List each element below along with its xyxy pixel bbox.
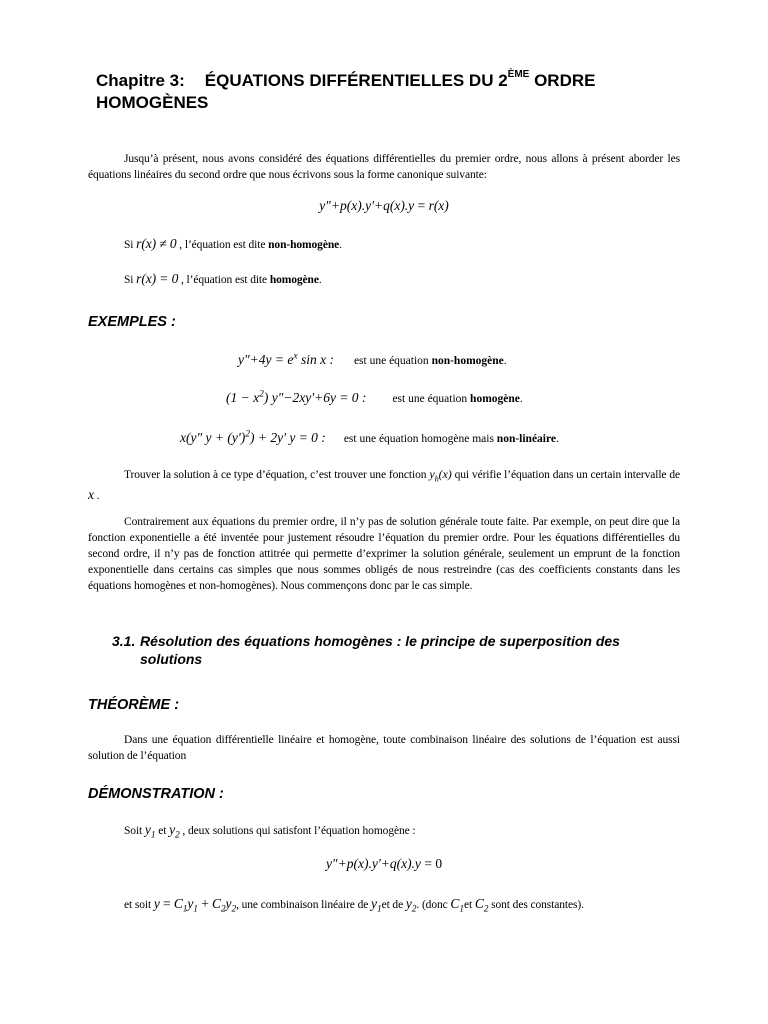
- ex1-math: [238, 352, 334, 367]
- ex3-bold: non-linéaire: [496, 433, 557, 445]
- combo-text-e: et: [463, 899, 475, 911]
- combo-C2-sub: 2: [220, 904, 226, 915]
- ex2-note: [392, 393, 522, 405]
- section-31-line1: Résolution des équations homogènes : le principe de superposition des: [140, 633, 620, 649]
- section-31-title: [140, 632, 620, 668]
- ex2-text: est une équation: [392, 393, 471, 405]
- eqh-term-p: +p(x).y': [337, 856, 381, 871]
- combo-y: y: [153, 896, 160, 911]
- cond1-math: r(x) ≠ 0: [136, 236, 177, 251]
- combo-formula: [153, 896, 237, 915]
- ex3-math-b: ) + 2y' y = 0 :: [249, 430, 326, 445]
- solution-text-c: .: [93, 490, 100, 502]
- combo-C2-ref: [474, 896, 489, 915]
- cond2-end: .: [318, 274, 322, 286]
- section-31-line2: solutions: [140, 651, 203, 667]
- combo-C1-ref-symbol: C: [450, 896, 460, 911]
- cond2-bold: homogène: [269, 274, 319, 286]
- combo-eq: =: [159, 896, 174, 911]
- combo-C2-ref-sub: 2: [483, 904, 489, 915]
- ex3-note: [344, 433, 559, 445]
- y1-sub: 1: [150, 830, 156, 841]
- ex3-end: .: [556, 433, 559, 445]
- ex1-text: est une équation: [353, 355, 432, 367]
- y1-math: [144, 822, 156, 841]
- ex1-math-b: sin x :: [297, 352, 334, 367]
- ex3-math: [180, 430, 326, 445]
- combo-y1-ref-symbol: y: [371, 896, 377, 911]
- solution-paragraph: [88, 465, 680, 506]
- eqh-term-q: +q(x).y: [380, 856, 421, 871]
- ex3-math-sup: 2: [245, 429, 250, 440]
- demo-rest: , deux solutions qui satisfont l’équation homogène :: [179, 825, 416, 837]
- combo-text-a: et soit: [124, 899, 154, 911]
- eq-equals: =: [414, 198, 429, 213]
- ex2-end: .: [519, 393, 523, 405]
- combo-plus: +: [197, 896, 212, 911]
- combo-C2-ref-symbol: C: [474, 896, 484, 911]
- yh-symbol: y: [429, 467, 435, 481]
- ex3-text: est une équation homogène mais: [343, 433, 497, 445]
- ex2-math-b: ) y"−2xy'+6y = 0 :: [263, 390, 367, 405]
- cond2-text: , l’équation est dite: [178, 274, 270, 286]
- eq-term-r: r(x): [428, 198, 449, 213]
- eq-term-p: +p(x).y': [330, 198, 374, 213]
- y2-symbol: y: [169, 822, 176, 837]
- combo-C2: C: [212, 896, 221, 911]
- x-math: x: [88, 487, 94, 502]
- cond1-end: .: [339, 239, 342, 251]
- demonstration-heading: DÉMONSTRATION :: [88, 786, 224, 802]
- ex1-bold: non-homogène: [431, 355, 504, 367]
- yh-sub: h: [434, 474, 439, 484]
- chapter-prefix: Chapitre 3:: [96, 71, 185, 90]
- demo-et: et: [158, 825, 170, 837]
- y2-sub: 2: [175, 830, 180, 841]
- eq-term-q: +q(x).y: [373, 198, 415, 213]
- combo-y1-ref-sub: 1: [376, 904, 382, 915]
- theorem-text: Dans une équation différentielle linéaire et homogène, toute combinaison linéaire des solutions de l’équation est aussi solution de l’équation: [88, 734, 680, 762]
- equation-canonical: [0, 198, 768, 214]
- chapter-title-line2: HOMOGÈNES: [96, 93, 209, 112]
- ex2-math: [226, 390, 366, 405]
- ex3-math-a: x(y" y + (y'): [180, 430, 246, 445]
- examples-heading: EXEMPLES :: [88, 314, 176, 330]
- demonstration-line: [124, 822, 684, 839]
- chapter-title-sup: ÈME: [507, 69, 530, 80]
- combo-C1-sub: 1: [182, 904, 188, 915]
- ex1-math-sup: x: [293, 351, 298, 362]
- solution-text-b: qui vérifie l’équation dans un certain intervalle de: [451, 469, 681, 481]
- cond1-bold: non-homogène: [268, 239, 340, 251]
- chapter-title: [96, 70, 696, 114]
- combo-y1-sub: 1: [193, 904, 198, 915]
- eqh-equals: =: [420, 856, 436, 871]
- eqh-term-ypp: y": [325, 856, 338, 871]
- combo-y1-ref: [371, 896, 382, 915]
- ex1-math-a: y"+4y = e: [238, 352, 294, 367]
- eq-term-ypp: y": [319, 198, 331, 213]
- example-2: [226, 389, 686, 407]
- combo-C1-ref-sub: 1: [459, 904, 464, 915]
- combo-y2-sub: 2: [231, 904, 237, 915]
- yh-arg: (x): [438, 467, 452, 481]
- combo-C1: C: [173, 896, 183, 911]
- combo-y2-ref-sub: 2: [411, 904, 417, 915]
- cond1-si: Si: [124, 239, 137, 251]
- cond1-text: , l’équation est dite: [176, 239, 269, 251]
- combo-y2-ref-symbol: y: [405, 896, 412, 911]
- chapter-title-part1: ÉQUATIONS DIFFÉRENTIELLES DU 2: [204, 71, 508, 90]
- intro-paragraph: Jusqu’à présent, nous avons considéré des équations différentielles du premier ordre, nous allons à présent aborder les équations linéaires du second ordre que nous écrivons sous la forme canonique suivante:: [88, 153, 680, 181]
- combo-text-c: et de: [381, 899, 406, 911]
- chapter-title-part2: ORDRE: [529, 71, 596, 90]
- ex1-note: [354, 355, 507, 367]
- contrary-paragraph: Contrairement aux équations du premier ordre, il n’y pas de solution générale toute faite. Par exemple, on peut dire que la fonction exponentielle a été inventée pour justement résoudre l’équation du premier ordre. Pour les équations différentielles du second ordre, il n’y pas de fonction attitrée qui permette d’exprimer la solution générale, seulement un emprunt de la fonction exponentielle dans certains cas simples que nous sommes obligés de nous restreindre (cas des coefficients constants dans les équations homogènes et non-homogènes). Nous commençons donc par le cas simple.: [88, 516, 680, 592]
- combo-text-b: , une combinaison linéaire de: [236, 899, 372, 911]
- combination-line: [124, 896, 694, 913]
- combo-y1: y: [187, 896, 194, 911]
- ex1-end: .: [503, 355, 507, 367]
- combo-C1-ref: [450, 896, 464, 915]
- cond2-si: Si: [124, 274, 137, 286]
- example-1: [238, 351, 678, 369]
- combo-text-d: . (donc: [416, 899, 451, 911]
- combo-y2: y: [225, 896, 232, 911]
- yh-math: [429, 467, 452, 484]
- solution-text-a: Trouver la solution à ce type d’équation, c’est trouver une fonction: [124, 469, 430, 481]
- ex2-math-a: (1 − x: [226, 390, 260, 405]
- theorem-heading: THÉORÈME :: [88, 697, 180, 713]
- section-31-heading: [112, 632, 672, 668]
- ex2-math-sup: 2: [259, 389, 264, 400]
- ex2-bold: homogène: [470, 393, 520, 405]
- condition-nonhomogeneous: [124, 236, 684, 253]
- demo-soit: Soit: [124, 825, 145, 837]
- y2-math: [169, 822, 180, 841]
- example-3: [180, 429, 700, 447]
- combo-text-f: sont des constantes).: [488, 899, 584, 911]
- combo-y2-ref: [405, 896, 417, 915]
- y1-symbol: y: [144, 822, 151, 837]
- cond2-math: r(x) = 0: [136, 271, 179, 286]
- equation-homogeneous: [0, 856, 768, 872]
- condition-homogeneous: [124, 271, 684, 288]
- section-31-number: 3.1.: [112, 633, 136, 649]
- eqh-zero: 0: [435, 856, 443, 871]
